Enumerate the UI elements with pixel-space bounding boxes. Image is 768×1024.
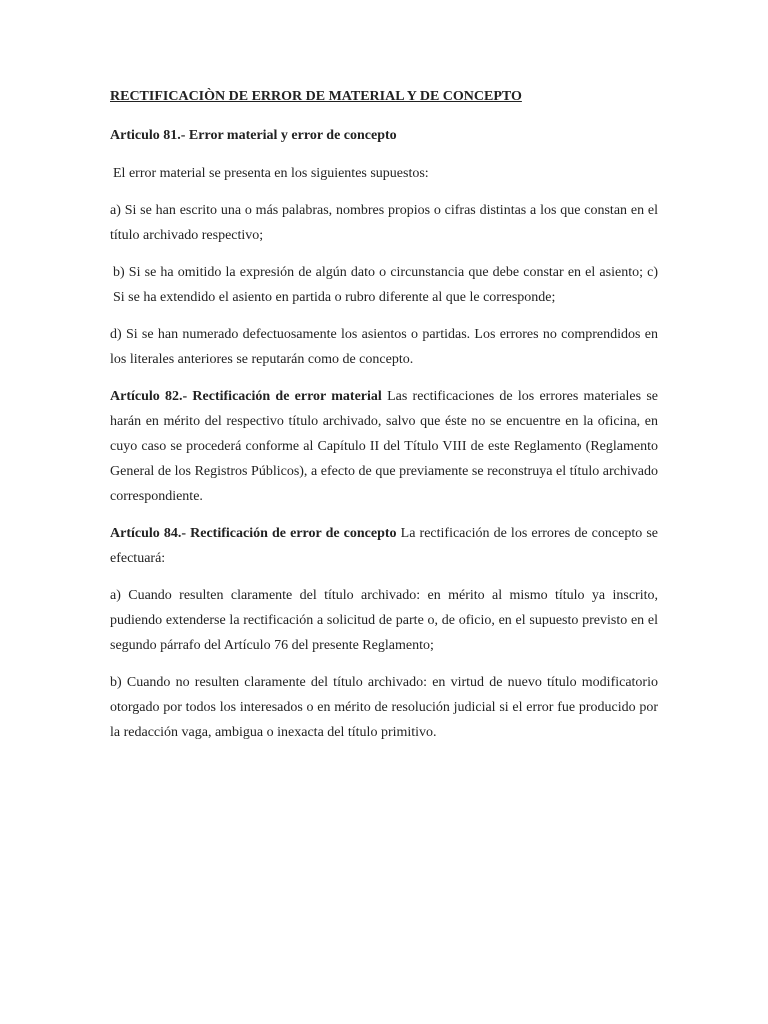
article-82-text: Las rectificaciones de los errores materiales se harán en mérito del respectivo título archivado, salvo que éste no se encuentre en la oficina, en cuyo caso se procederá conforme al Capítulo II del Título VIII de este Reglamento (Reglamento General de los Registros Públicos), a efecto de que previamente se reconstruya el título archivado correspondiente. xyxy=(110,389,658,504)
article-81-heading: Articulo 81.- Error material y error de concepto xyxy=(110,128,397,143)
document-page xyxy=(110,84,658,757)
article-84-item-b: b) Cuando no resulten claramente del título archivado: en virtud de nuevo título modificatorio otorgado por todos los interesados o en mérito de resolución judicial si el error fue producido por la redacción vaga, ambigua o inexacta del título primitivo. xyxy=(110,675,658,740)
article-81-item-b: b) Si se ha omitido la expresión de algún dato o circunstancia que debe constar en el asiento; c) Si se ha extendido el asiento en partida o rubro diferente al que le corresponde; xyxy=(113,265,658,305)
article-82-heading: Artículo 82.- Rectificación de error material xyxy=(110,389,382,404)
article-81-item-d: d) Si se han numerado defectuosamente los asientos o partidas. Los errores no comprendidos en los literales anteriores se reputarán como de concepto. xyxy=(110,327,658,367)
document-title: RECTIFICACIÒN DE ERROR DE MATERIAL Y DE CONCEPTO xyxy=(110,89,522,104)
article-82-paragraph xyxy=(110,384,658,509)
article-81-intro: El error material se presenta en los siguientes supuestos: xyxy=(113,166,429,181)
article-84-item-a: a) Cuando resulten claramente del título archivado: en mérito al mismo título ya inscrito, pudiendo extenderse la rectificación a solicitud de parte o, de oficio, en el supuesto previsto en el segundo párrafo del Artículo 76 del presente Reglamento; xyxy=(110,588,658,653)
article-84-paragraph xyxy=(110,521,658,571)
article-84-heading: Artículo 84.- Rectificación de error de concepto xyxy=(110,526,397,541)
article-84-text: La rectificación de los errores de concepto se efectuará: xyxy=(110,526,658,566)
article-81-item-a: a) Si se han escrito una o más palabras, nombres propios o cifras distintas a los que constan en el título archivado respectivo; xyxy=(110,203,658,243)
